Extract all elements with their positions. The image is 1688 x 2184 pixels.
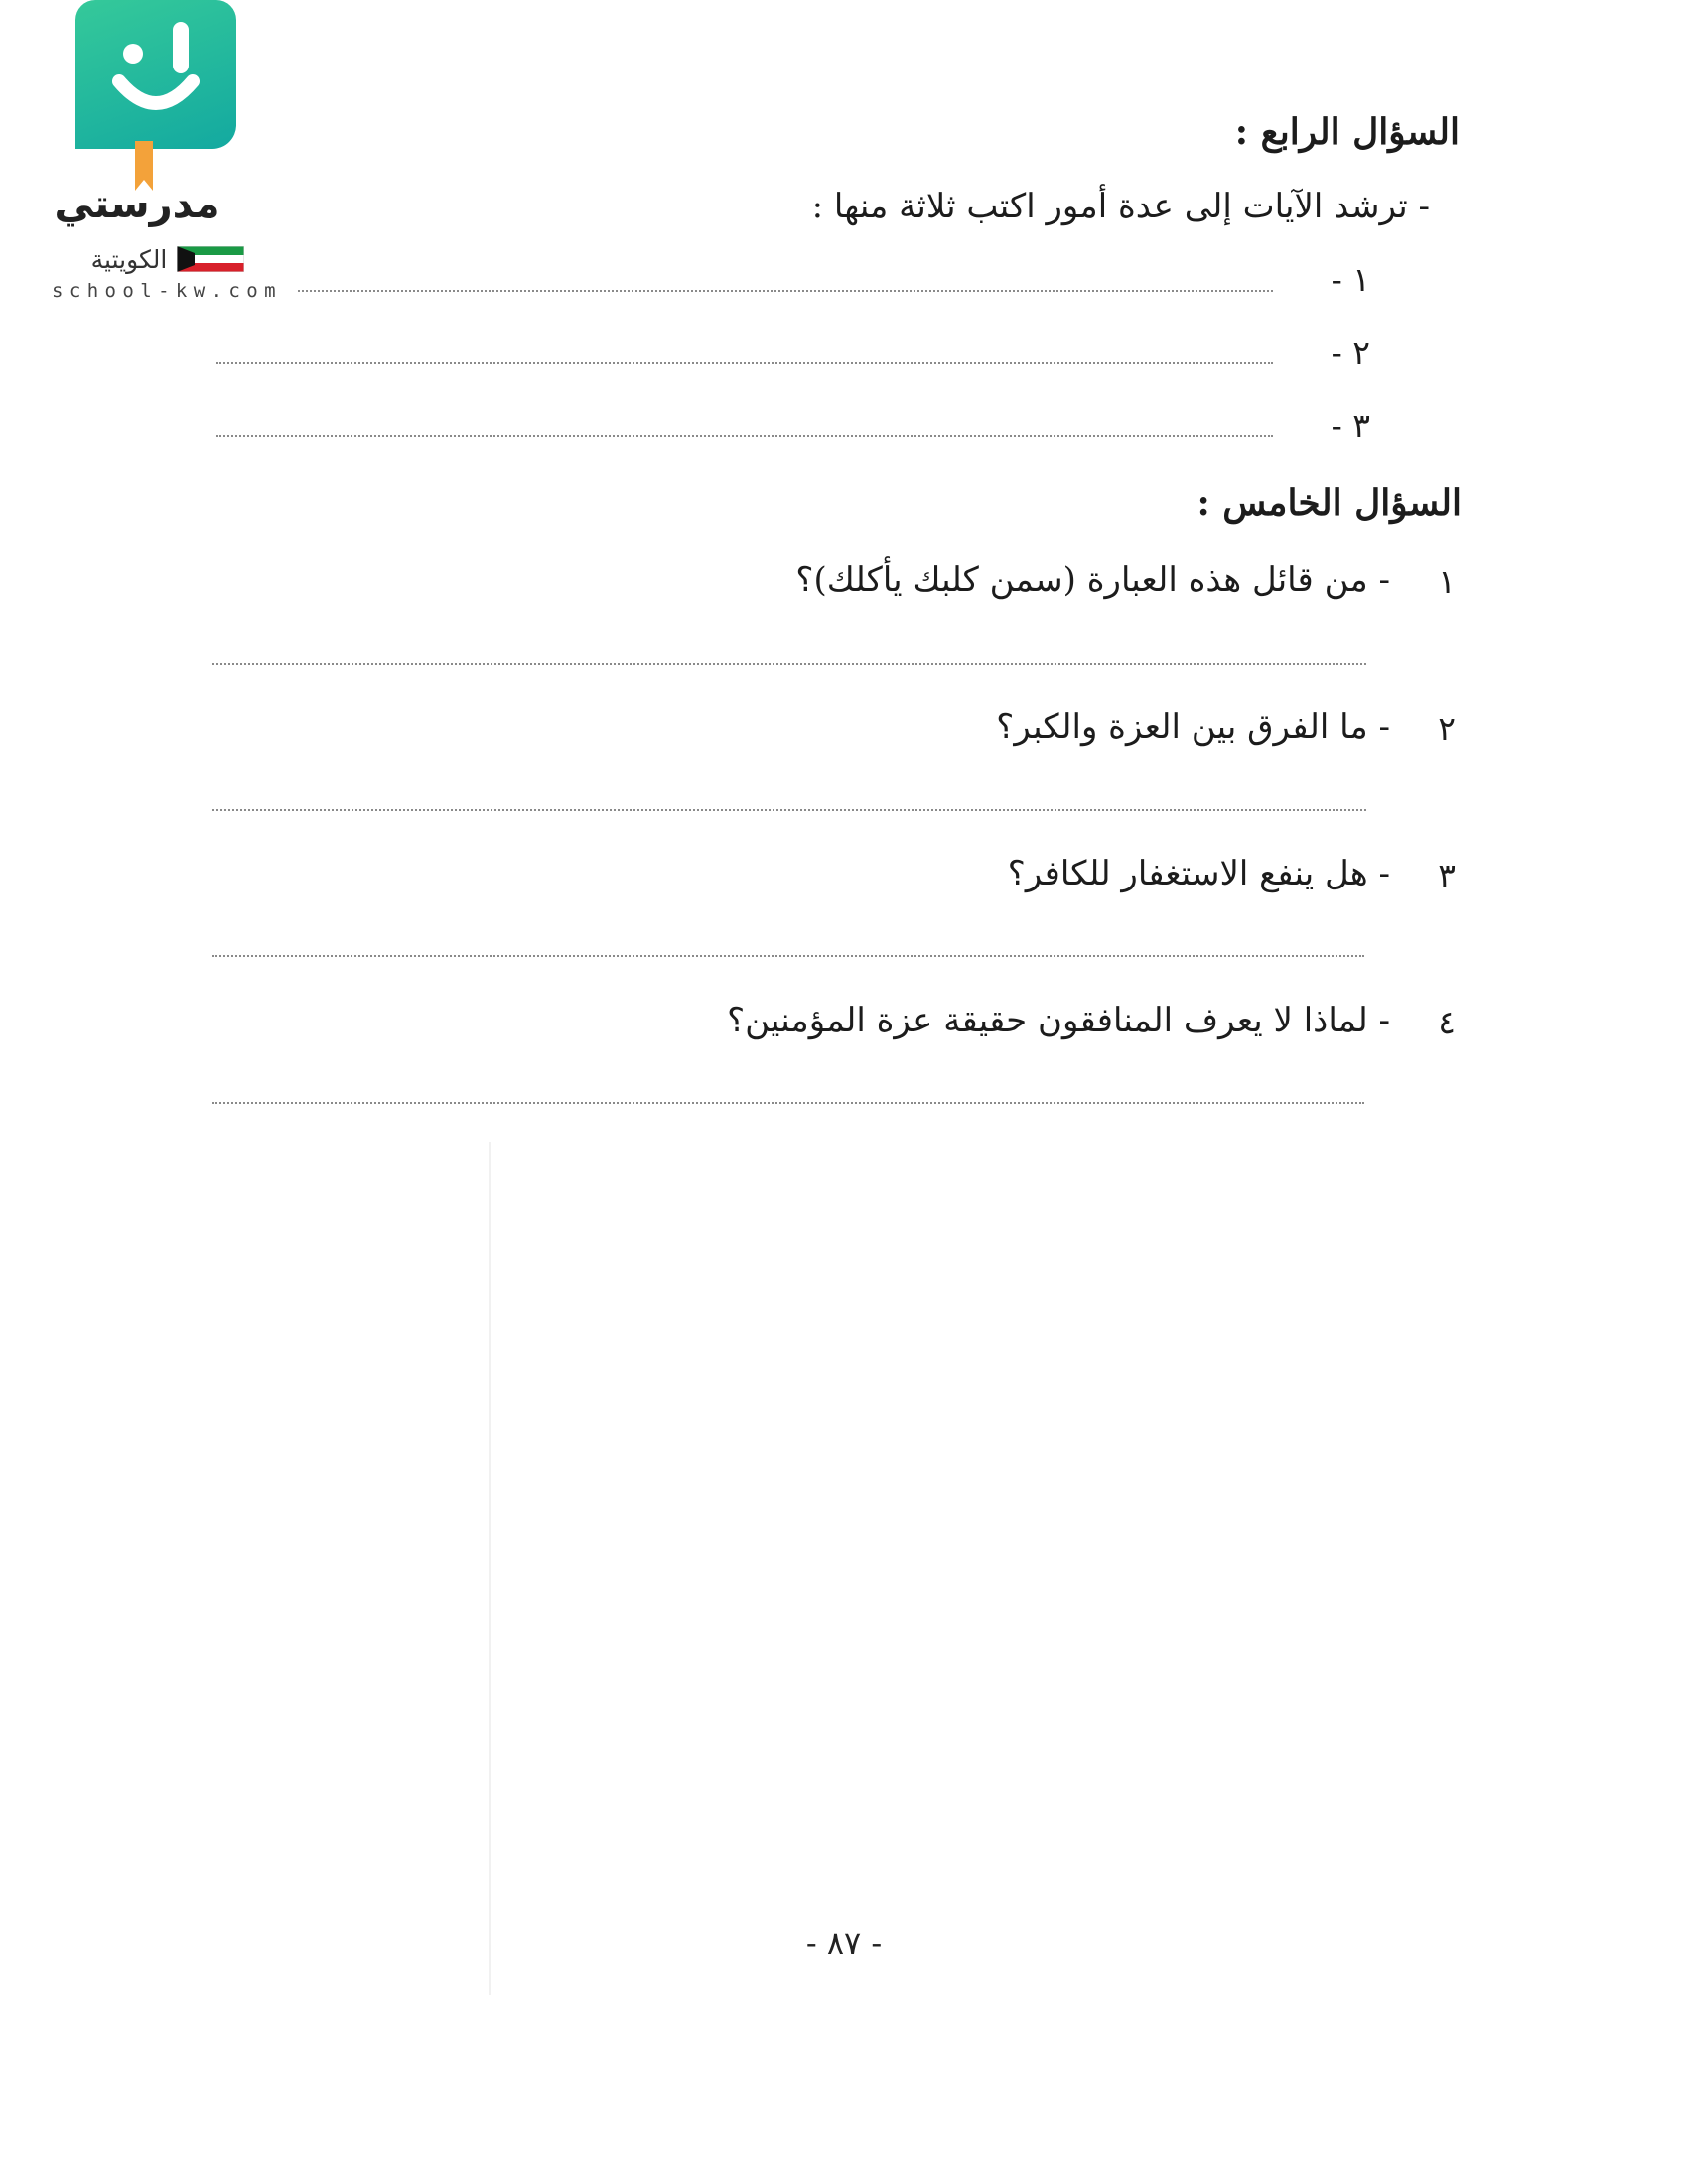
question-5-3-text: - هل ينفع الاستغفار للكافر؟ xyxy=(1007,854,1390,893)
scan-artifact xyxy=(489,1142,491,1995)
answer-line[interactable] xyxy=(212,809,1366,811)
question-5-heading: السؤال الخامس : xyxy=(1196,482,1462,524)
question-5-1-text: - من قائل هذه العبارة (سمن كلبك يأكلك)؟ xyxy=(795,560,1390,600)
question-5-2-text: - ما الفرق بين العزة والكبر؟ xyxy=(996,707,1390,747)
question-5-3-number: ٣ xyxy=(1438,856,1456,894)
answer-4-3-number: ٣ - xyxy=(1331,406,1370,445)
answer-line[interactable] xyxy=(212,663,1366,665)
question-5-1-number: ١ xyxy=(1438,562,1456,601)
answer-line[interactable] xyxy=(216,435,1273,437)
answer-4-2-number: ٢ - xyxy=(1331,334,1370,372)
answer-line[interactable] xyxy=(212,1102,1364,1104)
logo-url: school-kw.com xyxy=(52,280,282,302)
kuwait-flag-icon xyxy=(177,246,244,272)
page-number: - ٨٧ - xyxy=(805,1924,883,1962)
answer-line[interactable] xyxy=(298,290,1273,292)
question-4-instruction: - ترشد الآيات إلى عدة أمور اكتب ثلاثة منها : xyxy=(811,187,1430,226)
question-5-2-number: ٢ xyxy=(1438,709,1456,748)
answer-line[interactable] xyxy=(216,362,1273,364)
logo-subtitle: الكويتية xyxy=(90,244,168,274)
question-4-heading: السؤال الرابع : xyxy=(1234,111,1460,153)
school-logo xyxy=(18,0,306,308)
question-5-4-text: - لماذا لا يعرف المنافقون حقيقة عزة المؤمنين؟ xyxy=(727,1001,1390,1040)
smile-face-icon xyxy=(75,0,236,149)
answer-4-1-number: ١ - xyxy=(1331,260,1370,299)
answer-line[interactable] xyxy=(212,955,1364,957)
logo-name: مدرستي xyxy=(54,182,220,227)
question-5-4-number: ٤ xyxy=(1438,1003,1456,1041)
logo-sub-row xyxy=(54,241,282,277)
